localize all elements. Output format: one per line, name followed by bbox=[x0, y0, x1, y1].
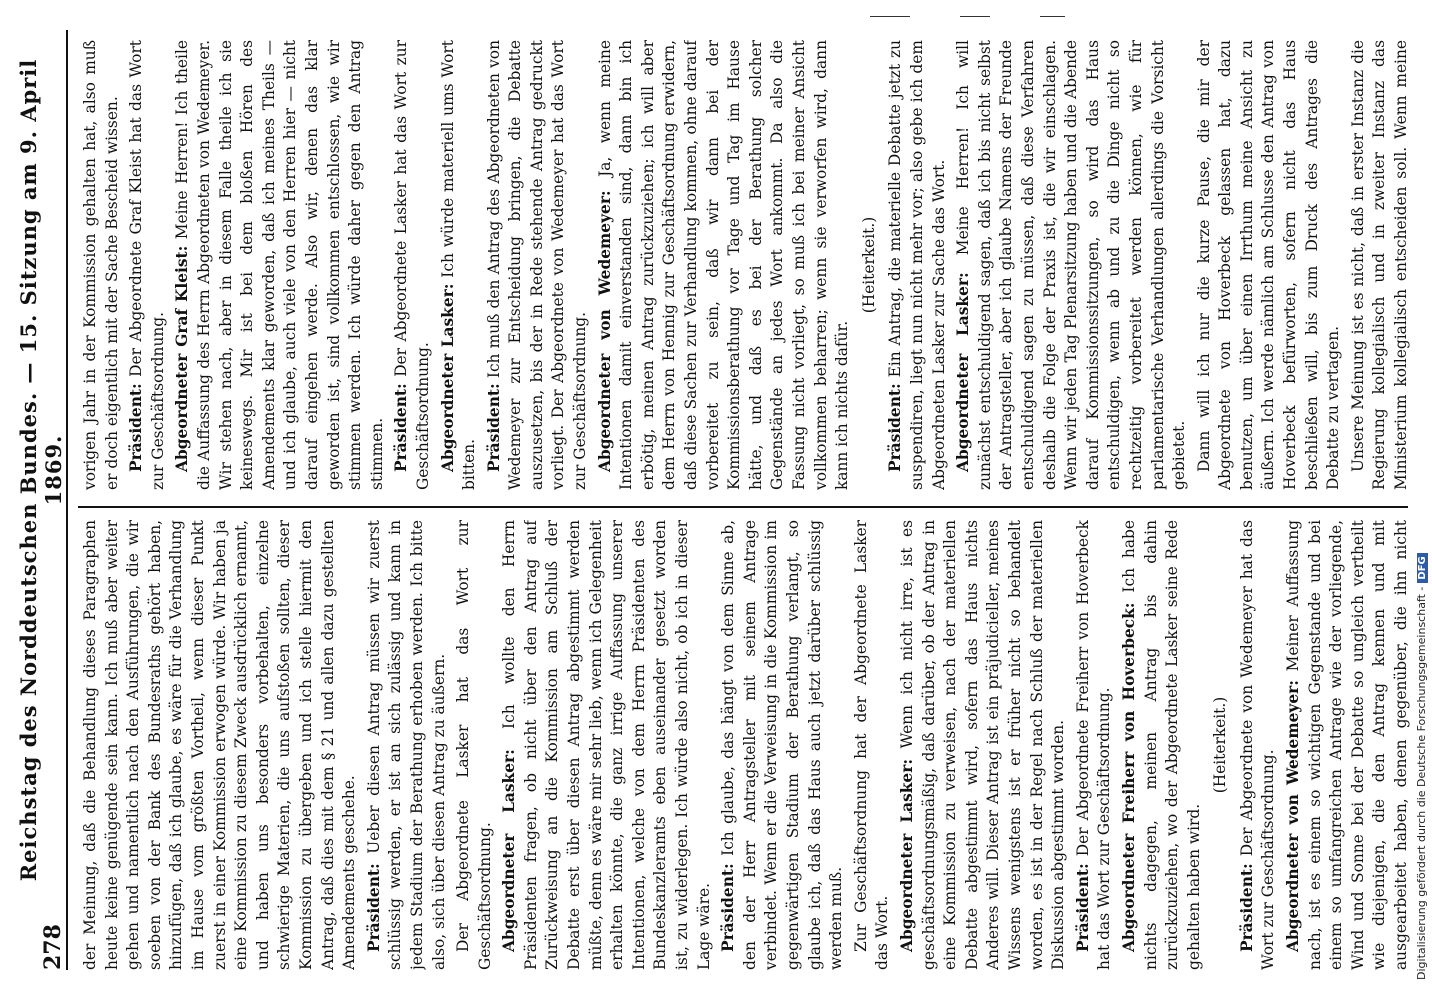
credit-text: Digitalisierung gefördert durch die Deutsche Forschungsgemeinschaft - bbox=[1415, 586, 1428, 980]
speaker-name: Abgeordneter von Wedemeyer: bbox=[595, 190, 614, 472]
text-column-left bbox=[80, 520, 1410, 970]
paragraph-text: Ein Antrag, die materielle Debatte jetzt zu suspendiren, liegt nun nicht mehr vor; also gebe ich dem Abgeordneten Lasker zur Sache das Wort. bbox=[886, 40, 948, 490]
paragraph bbox=[1194, 40, 1345, 490]
speaker-name: Abgeordneter Lasker: bbox=[500, 749, 519, 952]
speaker-name: Präsident: bbox=[484, 383, 503, 472]
paragraph bbox=[1348, 40, 1410, 490]
stage-direction: (Heiterkeit.) bbox=[859, 216, 878, 314]
paragraph bbox=[80, 40, 123, 490]
paragraph-text: Ich habe nichts dagegen, meinen Antrag bis dahin zurückzuziehen, wo der Abgeordnete Lasker seine Rede gehalten haben wird. bbox=[1119, 520, 1203, 970]
speaker-name: Abgeordneter Graf Kleist: bbox=[173, 245, 192, 472]
speaker-name: Abgeordneter Lasker: bbox=[897, 758, 916, 952]
paragraph-text: Dann will ich nur die kurze Pause, die mir der Abgeordnete von Hoverbeck gelassen hat, dazu benutzen, um über einen Irrthum meine Ansicht zu äußern. Ich werde nämlich am Schlusse den Antrag von Hoverbeck befürworten, sofern nicht das Haus beschließen will, bis zum Druck des Antrages die Debatte zu vertagen. bbox=[1194, 40, 1343, 490]
paragraph-text: Ja, wenn meine Intentionen damit einverstanden sind, dann bin ich erbötig, meinen Antrag zurückzuziehen; ich will aber dem Herrn von Hennig zur Geschäftsordnung erwidern, daß diese Sachen zur Verhandlung kommen, ohne darauf vorbereitet zu sein, daß wir dann bei der Kommissionsberathung vor Tage und Tag im Hause hätte, und daß es bei der Berathung solcher Gegenstände an jedes Wort ankommt. Da also die Fassung nicht vorliegt, so muß ich bei meiner Ansicht vollkommen beharren; wenn sie verworfen wird, dann kann ich nichts dafür. bbox=[595, 40, 852, 490]
paragraph-text: Meine Herren! Ich theile die Auffassung des Herrn Abgeordneten von Wedemeyer. Wir stehen nach, aber in diesem Falle theile ich sie keineswegs. Mir ist bei dem bloßen Hören des Amendements klar geworden, daß ich meines Theils — und ich glaube, auch viele von den Herren hier — nicht darauf eingehen werde. Also wir, denen das klar geworden ist, sind vollkommen entschlossen, wie wir stimmen werden. Ich würde daher gegen den Antrag stimmen. bbox=[173, 40, 386, 490]
paragraph-text: Ich wollte den Herrn Präsidenten fragen, ob nicht über den Antrag auf Zurückweisung an die Kommission am Schluß der Debatte erst über diesen Antrag abgestimmt werden müßte, denn es wäre mir sehr lieb, wenn ich Gelegenheit erhalten könnte, die ganz irrige Auffassung unserer Intentionen, welche von dem Herrn Präsidenten des Bundeskanzleramts eben auseinander gesetzt worden ist, zu widerlegen. Ich würde also nicht, ob ich in dieser Lage wäre. bbox=[500, 520, 713, 970]
speech-paragraph bbox=[1283, 520, 1410, 970]
speaker-name: Abgeordneter Lasker: bbox=[438, 283, 457, 472]
paragraph-text: Meine Herren! Ich will zunächst entschuldigend sagen, daß ich bis nicht selbst der Antragsteller, aber ich glaube Namens der Freunde entschuldigend sagen zu müssen, daß diese Verfahren deshalb die Folge der Praxis ist, die wir einschlagen. Wenn wir jeden Tag Plenarsitzung haben und die Abende darauf Kommissionssitzungen, so wird das Haus entschuldigen, wenn ab und zu die Dinge nicht so rechtzeitig vorbereitet werden können, wie für parlamentarische Verhandlungen allerdings die Vorsicht gebietet. bbox=[954, 40, 1189, 490]
column-divider bbox=[78, 506, 1408, 508]
speech-paragraph bbox=[1237, 520, 1280, 970]
paragraph bbox=[851, 520, 894, 970]
running-title: Reichstag des Norddeutschen Bundes. — 15. Sitzung am 9. April 1869. bbox=[16, 58, 66, 882]
speech-paragraph bbox=[953, 40, 1191, 490]
paragraph-text: Der Abgeordnete von Wedemeyer hat das Wort zur Geschäftsordnung. bbox=[1237, 520, 1278, 970]
paragraph-text: Der Abgeordnete Graf Kleist hat das Wort zur Geschäftsordnung. bbox=[127, 40, 167, 490]
text-column-right bbox=[80, 40, 1410, 490]
paragraph-text: der Meinung, daß die Behandlung dieses Paragraphen heute keine genügende sein kann. Ich muß aber weiter gehen und namentlich nach den Ausführungen, die wir soeben von der Bank des Bundesraths gehört haben, hinzufügen, daß ich glaube, es wäre für die Verhandlung im Hause vom größten Vortheil, wenn dieser Punkt zuerst in einer Kommission erwogen würde. Wir haben ja eine Kommission zu diesem Zweck ausdrücklich ernannt, und haben uns besonders vorbehalten, einzelne schwierige Materien, die uns aufstoßen sollten, dieser Kommission zu übergeben und ich stelle hiermit den Antrag, daß dies mit dem § 21 und allen dazu gestellten Amendements geschehe. bbox=[81, 520, 359, 970]
page-header bbox=[16, 30, 68, 970]
dfg-logo: DFG bbox=[1417, 553, 1428, 582]
paragraph-text: Der Abgeordnete Lasker hat das Wort zur Geschäftsordnung. bbox=[454, 520, 494, 970]
speech-paragraph bbox=[364, 520, 450, 970]
speaker-name: Präsident: bbox=[1237, 863, 1256, 952]
speech-paragraph bbox=[595, 40, 854, 490]
speech-paragraph bbox=[1119, 520, 1205, 970]
speech-paragraph bbox=[885, 40, 950, 490]
speech-paragraph bbox=[484, 40, 592, 490]
paragraph-text: Meiner Auffassung nach, ist es einem so wichtigen Gegenstande und bei einem so umfangreichen Antrage wie der vorliegende, Wind und Sonne bei der Debatte so ungleich vertheilt wie diejenigen, die den Antrag kennen und mit ausgearbeitet haben, denen gegenüber, die ihn nicht bbox=[1284, 520, 1410, 970]
speech-paragraph bbox=[499, 520, 715, 970]
paragraph-text: Ich glaube, das hängt von dem Sinne ab, den der Herr Antragsteller mit seinem Antrage verbindet. Wenn er die Verweisung in die Kommission im gegenwärtigen Stadium der Berathung verlangt, so glaube ich, daß das Haus auch jetzt darüber schlüssig werden muß. bbox=[719, 520, 846, 970]
digitization-credit bbox=[1415, 0, 1431, 980]
paragraph bbox=[80, 520, 361, 970]
speaker-name: Präsident: bbox=[364, 863, 383, 952]
speaker-name: Präsident: bbox=[886, 383, 905, 472]
paragraph-text: Zur Geschäftsordnung hat der Abgeordnete Lasker das Wort. bbox=[851, 520, 892, 970]
paragraph-text: Wenn ich nicht irre, ist es geschäftsordnungsmäßig, daß darüber, ob der Antrag in eine Kommission zu verweisen, nach der materiellen Debatte abgestimmt wird, sofern das Haus nichts Anderes will. Dieser Antrag ist ein präjudicieller, meines Wissens wenigstens ist er früher nicht so behandelt worden, es ist in der Regel nach Schluß der materiellen Diskussion abgestimmt worden. bbox=[897, 520, 1068, 970]
speaker-name: Abgeordneter Freiherr von Hoverbeck: bbox=[1119, 602, 1138, 952]
paragraph-text: Ich muß den Antrag des Abgeordneten von Wedemeyer zur Entscheidung bringen, die Debatte auszusetzen, bis der in Rede stehende Antrag gedruckt vorliegt. Der Abgeordnete von Wedemeyer hat das Wort zur Geschäftsordnung. bbox=[484, 40, 590, 490]
paragraph-text: Der Abgeordnete Freiherr von Hoverbeck hat das Wort zur Geschäftsordnung. bbox=[1073, 520, 1114, 970]
speech-paragraph bbox=[1073, 520, 1116, 970]
page-number: 278 bbox=[40, 924, 66, 970]
speech-paragraph bbox=[172, 40, 388, 490]
speaker-name: Abgeordneter Lasker: bbox=[954, 272, 973, 472]
speech-paragraph bbox=[897, 520, 1070, 970]
speech-paragraph bbox=[438, 40, 481, 490]
speaker-name: Präsident: bbox=[392, 383, 411, 472]
speaker-name: Abgeordneter von Wedemeyer: bbox=[1284, 680, 1303, 952]
speaker-name: Präsident: bbox=[719, 863, 738, 952]
speech-paragraph bbox=[391, 40, 434, 490]
stage-direction: (Heiterkeit.) bbox=[1211, 696, 1230, 794]
paragraph-text: Ueber diesen Antrag müssen wir zuerst schlüssig werden, er ist an sich zulässig und kann in jedem Stadium der Berathung erhoben werden. Ich bitte also, sich über diesen Antrag zu äußern. bbox=[364, 520, 448, 970]
paragraph-text: Unsere Meinung ist es nicht, daß in erster Instanz die Regierung kollegialisch und in zweiter Instanz das Ministerium kollegialisch entscheiden soll. Wenn meine bbox=[1348, 40, 1410, 490]
paragraph-text: Der Abgeordnete Lasker hat das Wort zur Geschäftsordnung. bbox=[392, 40, 432, 490]
paragraph-text: vorigen Jahr in der Kommission gehalten hat, also muß er doch eigentlich mit der Sache Bescheid wissen. bbox=[81, 40, 121, 490]
paragraph-text: Ich würde materiell ums Wort bitten. bbox=[438, 40, 479, 490]
speech-paragraph bbox=[718, 520, 848, 970]
speaker-name: Präsident: bbox=[1073, 863, 1092, 952]
paragraph bbox=[453, 520, 496, 970]
speech-paragraph bbox=[126, 40, 169, 490]
speaker-name: Präsident: bbox=[127, 383, 146, 472]
